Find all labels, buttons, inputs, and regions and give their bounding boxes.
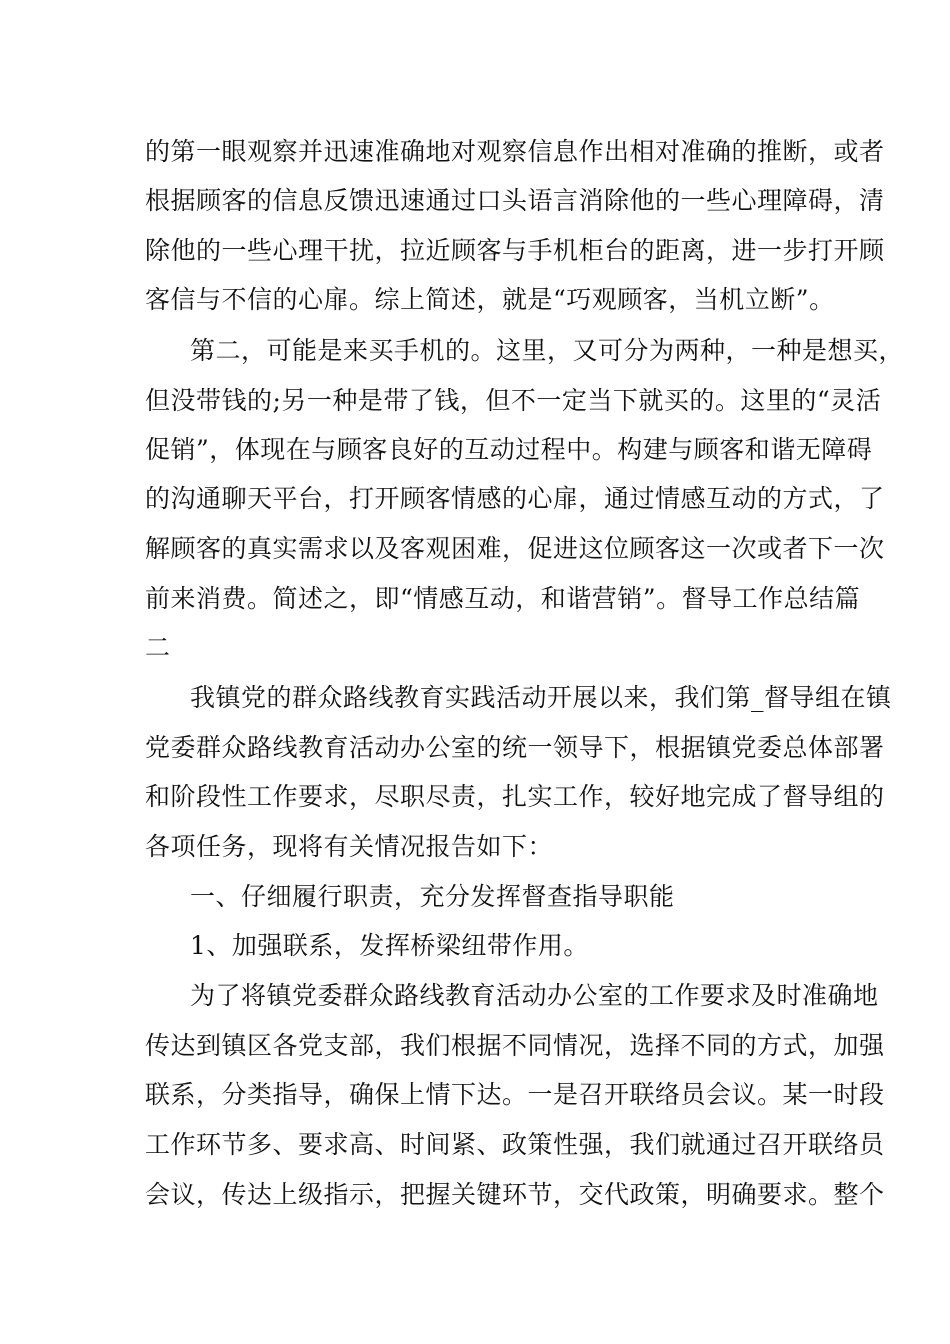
subsection-heading: 1、加强联系，发挥桥梁纽带作用。 [190, 931, 589, 960]
text-line: 促销”，体现在与顾客良好的互动过程中。构建与顾客和谐无障碍 [145, 435, 873, 464]
text-line: 传达到镇区各党支部，我们根据不同情况，选择不同的方式，加强 [145, 1031, 885, 1060]
paragraph-start-line: 为了将镇党委群众路线教育活动办公室的工作要求及时准确地 [190, 981, 879, 1010]
section-heading: 一、仔细履行职责，充分发挥督查指导职能 [190, 882, 675, 911]
text-line: 根据顾客的信息反馈迅速通过口头语言消除他的一些心理障碍，清 [145, 186, 885, 215]
paragraph-start-line: 我镇党的群众路线教育实践活动开展以来，我们第_督导组在镇 [190, 683, 892, 712]
text-line: 各项任务，现将有关情况报告如下： [145, 832, 554, 861]
text-line: 和阶段性工作要求，尽职尽责，扎实工作，较好地完成了督导组的 [145, 782, 885, 811]
paragraph-start-line: 第二，可能是来买手机的。这里，又可分为两种，一种是想买， [190, 336, 905, 365]
text-line: 客信与不信的心扉。综上简述，就是“巧观顾客，当机立断”。 [145, 285, 835, 314]
text-line: 解顾客的真实需求以及客观困难，促进这位顾客这一次或者下一次 [145, 534, 885, 563]
text-line: 二 [145, 633, 171, 662]
text-line: 但没带钱的;另一种是带了钱，但不一定当下就买的。这里的“灵活 [145, 386, 882, 415]
text-line: 工作环节多、要求高、时间紧、政策性强，我们就通过召开联络员 [145, 1130, 885, 1159]
text-line: 的第一眼观察并迅速准确地对观察信息作出相对准确的推断，或者 [145, 137, 885, 166]
text-line: 党委群众路线教育活动办公室的统一领导下，根据镇党委总体部署 [145, 733, 885, 762]
text-line: 前来消费。简述之，即“情感互动，和谐营销”。督导工作总结篇 [145, 584, 861, 613]
text-line: 除他的一些心理干扰，拉近顾客与手机柜台的距离，进一步打开顾 [145, 236, 885, 265]
text-line: 联系，分类指导，确保上情下达。一是召开联络员会议。某一时段 [145, 1080, 885, 1109]
text-line: 的沟通聊天平台，打开顾客情感的心扉，通过情感互动的方式，了 [145, 484, 885, 513]
text-line: 会议，传达上级指示，把握关键环节，交代政策，明确要求。整个 [145, 1180, 885, 1209]
